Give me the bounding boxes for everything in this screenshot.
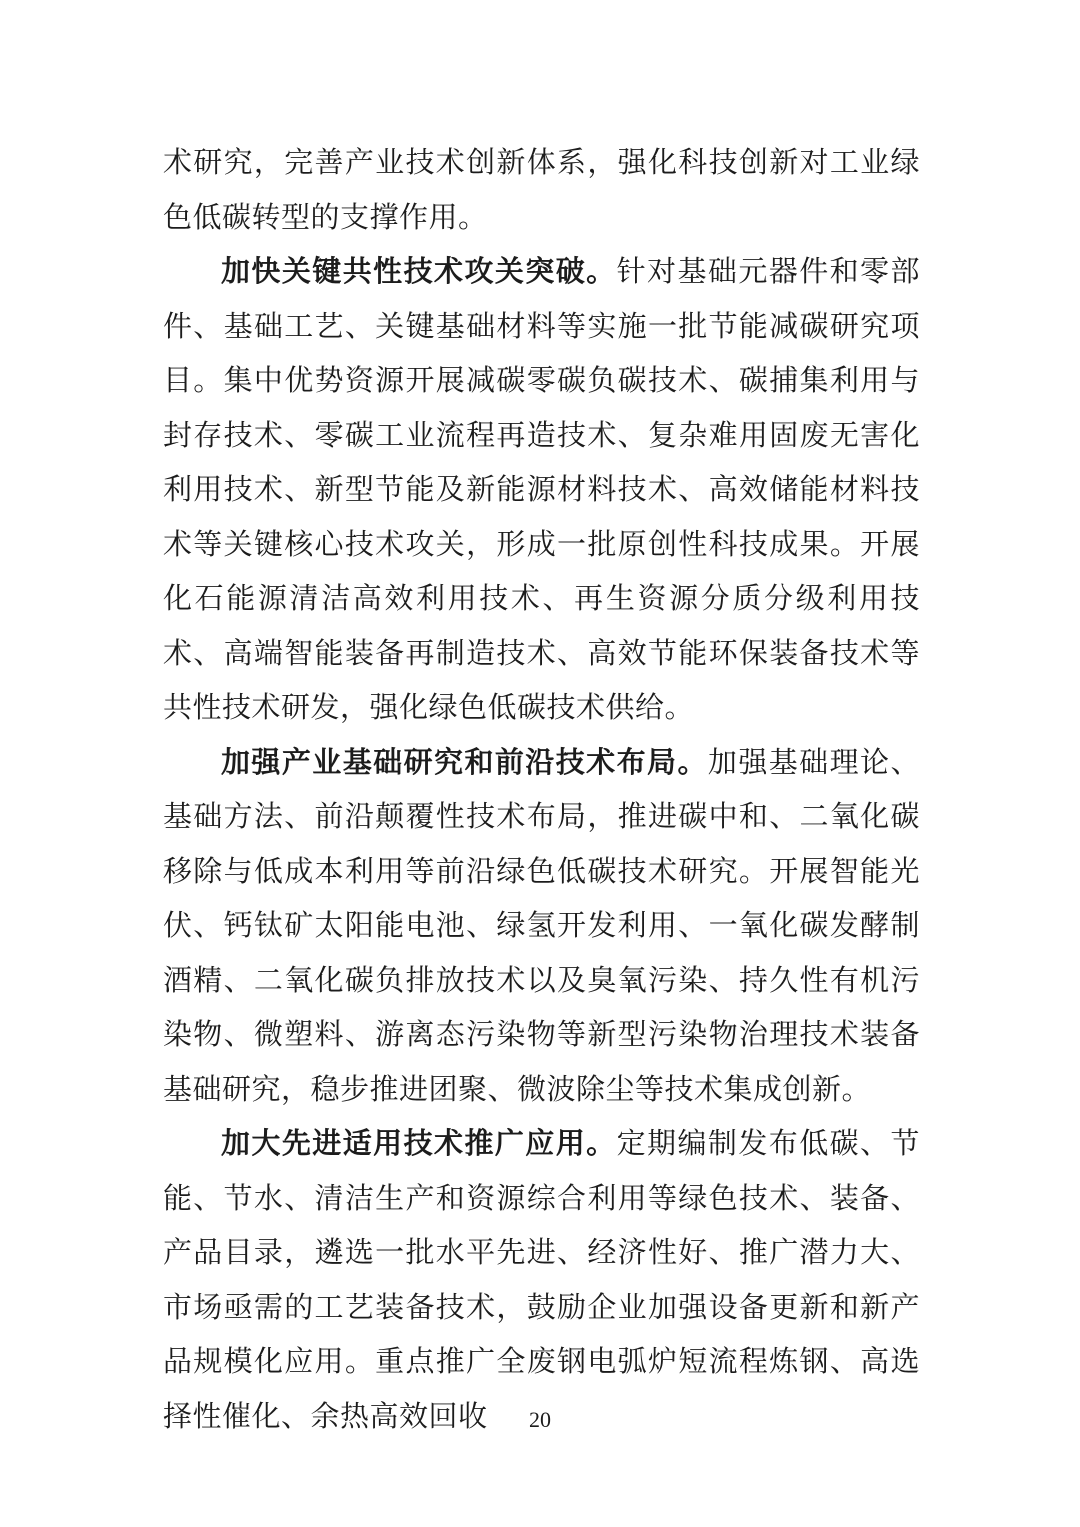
paragraph-advanced-technology-promotion	[163, 1117, 920, 1444]
paragraph-text: 加强基础理论、基础方法、前沿颠覆性技术布局，推进碳中和、二氧化碳移除与低成本利用等前沿绿色低碳技术研究。开展智能光伏、钙钛矿太阳能电池、绿氢开发利用、一氧化碳发酵制酒精、二氧化碳负排放技术以及臭氧污染、持久性有机污染物、微塑料、游离态污染物等新型污染物治理技术装备基础研究，稳步推进团聚、微波除尘等技术集成创新。	[163, 746, 920, 1106]
page-number: 20	[529, 1407, 551, 1432]
paragraph-basic-research-frontier-layout	[163, 736, 920, 1118]
paragraph-text: 术研究，完善产业技术创新体系，强化科技创新对工业绿色低碳转型的支撑作用。	[163, 147, 920, 234]
paragraph-continuation	[163, 136, 920, 245]
document-text-body	[163, 136, 920, 1444]
paragraph-lead-bold: 加快关键共性技术攻关突破。	[221, 256, 617, 288]
paragraph-lead-bold: 加大先进适用技术推广应用。	[221, 1128, 617, 1160]
paragraph-lead-bold: 加强产业基础研究和前沿技术布局。	[221, 746, 708, 779]
paragraph-key-technology-breakthrough	[163, 245, 920, 736]
paragraph-text: 针对基础元器件和零部件、基础工艺、关键基础材料等实施一批节能减碳研究项目。集中优势资源开展减碳零碳负碳技术、碳捕集利用与封存技术、零碳工业流程再造技术、复杂难用固废无害化利用技术、新型节能及新能源材料技术、高效储能材料技术等关键核心技术攻关，形成一批原创性科技成果。开展化石能源清洁高效利用技术、再生资源分质分级利用技术、高端智能装备再制造技术、高效节能环保装备技术等共性技术研发，强化绿色低碳技术供给。	[163, 256, 920, 724]
paragraph-text: 定期编制发布低碳、节能、节水、清洁生产和资源综合利用等绿色技术、装备、产品目录，遴选一批水平先进、经济性好、推广潜力大、市场亟需的工艺装备技术，鼓励企业加强设备更新和新产品规模化应用。重点推广全废钢电弧炉短流程炼钢、高选择性催化、余热高效回收	[163, 1128, 920, 1433]
